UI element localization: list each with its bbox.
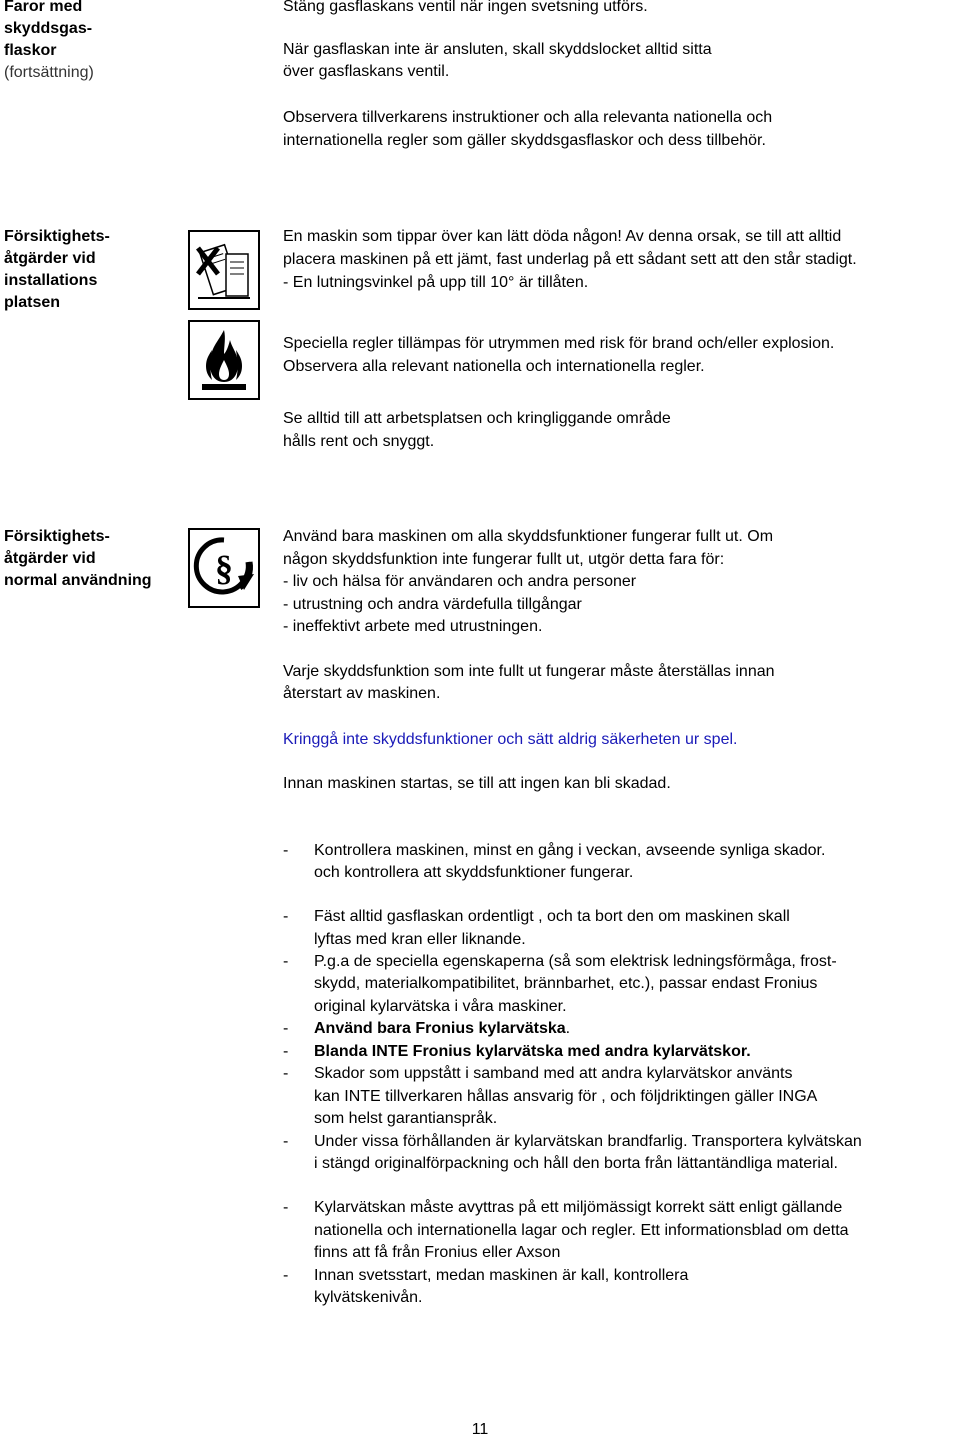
list-item-8-line-1: Kylarvätskan måste avyttras på ett miljömässigt korrekt sätt enligt gällande [314, 1199, 843, 1216]
normal-line-6: Varje skyddsfunktion som inte fullt ut fungerar måste återställas innan [283, 663, 775, 680]
list-item-6-line-1: Skador som uppstått i samband med att andra kylarvätskor använts [314, 1065, 793, 1082]
normal-line-3: - liv och hälsa för användaren och andra personer [283, 573, 637, 590]
section-heading-install: Försiktighets- åtgärder vid installations platsen [4, 228, 110, 311]
list-item-4-bold: Använd bara Fronius kylarvätska [314, 1020, 566, 1037]
list-dash: - [283, 953, 289, 970]
list-item-7-line-1: Under vissa förhållanden är kylarvätskan brandfarlig. Transportera kylvätskan [314, 1133, 862, 1150]
list-item-2-line-2: lyftas med kran eller liknande. [314, 931, 526, 948]
section-heading-gas: Faror med skyddsgas- flaskor (fortsättning) [4, 0, 94, 81]
list-item-5: Blanda INTE Fronius kylarvätska med andra kylarvätskor. [314, 1043, 751, 1060]
warning-line-blue: Kringgå inte skyddsfunktioner och sätt aldrig säkerheten ur spel. [283, 731, 738, 748]
list-item-1-line-2: och kontrollera att skyddsfunktioner fungerar. [314, 864, 634, 881]
install-line-1: En maskin som tippar över kan lätt döda någon! Av denna orsak, se till att alltid [283, 228, 842, 245]
list-item-6-line-3: som helst garantianspråk. [314, 1110, 498, 1127]
regulation-paragraph-icon [188, 528, 260, 613]
list-item-9-line-1: Innan svetsstart, medan maskinen är kall, kontrollera [314, 1267, 689, 1284]
install-line-7: hålls rent och snyggt. [283, 433, 435, 450]
install-line-4: Speciella regler tillämpas för utrymmen med risk för brand och/eller explosion. [283, 335, 835, 352]
list-item-2-line-1: Fäst alltid gasflaskan ordentligt , och ta bort den om maskinen skall [314, 908, 790, 925]
gas-line-5: internationella regler som gäller skyddsgasflaskor och dess tillbehör. [283, 132, 766, 149]
install-line-6: Se alltid till att arbetsplatsen och kringliggande område [283, 410, 671, 427]
list-dash: - [283, 1065, 289, 1082]
list-item-7-line-2: i stängd originalförpackning och håll den borta från lättantändliga material. [314, 1155, 838, 1172]
no-tipping-icon [188, 230, 260, 315]
list-dash: - [283, 1133, 289, 1150]
page-number: 11 [471, 1421, 489, 1438]
normal-line-5: - ineffektivt arbete med utrustningen. [283, 618, 543, 635]
flammable-icon [188, 320, 260, 405]
list-item-8-line-2: nationella och internationella lagar och regler. Ett informationsblad om detta [314, 1222, 849, 1239]
normal-line-7: återstart av maskinen. [283, 685, 441, 702]
normal-line-9: Innan maskinen startas, se till att ingen kan bli skadad. [283, 775, 671, 792]
list-dash: - [283, 1199, 289, 1216]
install-line-5: Observera alla relevant nationella och internationella regler. [283, 358, 705, 375]
list-dash: - [283, 842, 289, 859]
normal-line-1: Använd bara maskinen om alla skyddsfunktioner fungerar fullt ut. Om [283, 528, 774, 545]
list-dash: - [283, 1043, 289, 1060]
install-line-2: placera maskinen på ett jämt, fast underlag på ett sådant sett att den står stadigt. [283, 251, 857, 268]
gas-line-3: över gasflaskans ventil. [283, 63, 450, 80]
install-line-3: - En lutningsvinkel på upp till 10° är tillåten. [283, 274, 589, 291]
section-heading-normal: Försiktighets- åtgärder vid normal användning [4, 528, 152, 589]
list-dash: - [283, 1020, 289, 1037]
normal-line-4: - utrustning och andra värdefulla tillgångar [283, 596, 582, 613]
list-item-9-line-2: kylvätskenivån. [314, 1289, 423, 1306]
list-item-3-line-2: skydd, materialkompatibilitet, brännbarhet, etc.), passar endast Fronius [314, 975, 818, 992]
svg-text:§: § [215, 548, 233, 588]
gas-line-2: När gasflaskan inte är ansluten, skall skyddslocket alltid sitta [283, 41, 712, 58]
list-item-3-line-3: original kylarvätska i våra maskiner. [314, 998, 567, 1015]
list-dash: - [283, 1267, 289, 1284]
list-item-1-line-1: Kontrollera maskinen, minst en gång i veckan, avseende synliga skador. [314, 842, 826, 859]
list-item-4 [314, 1018, 570, 1040]
gas-line-1: Stäng gasflaskans ventil när ingen svetsning utförs. [283, 0, 648, 15]
gas-line-4: Observera tillverkarens instruktioner och alla relevanta nationella och [283, 109, 773, 126]
list-item-8-line-3: finns att få från Fronius eller Axson [314, 1244, 561, 1261]
list-item-4-period: . [565, 1020, 571, 1037]
normal-line-2: någon skyddsfunktion inte fungerar fullt ut, utgör detta fara för: [283, 551, 725, 568]
list-dash: - [283, 908, 289, 925]
list-item-6-line-2: kan INTE tillverkaren hållas ansvarig för , och följdriktingen gäller INGA [314, 1088, 818, 1105]
list-item-3-line-1: P.g.a de speciella egenskaperna (så som elektrisk ledningsförmåga, frost- [314, 953, 837, 970]
